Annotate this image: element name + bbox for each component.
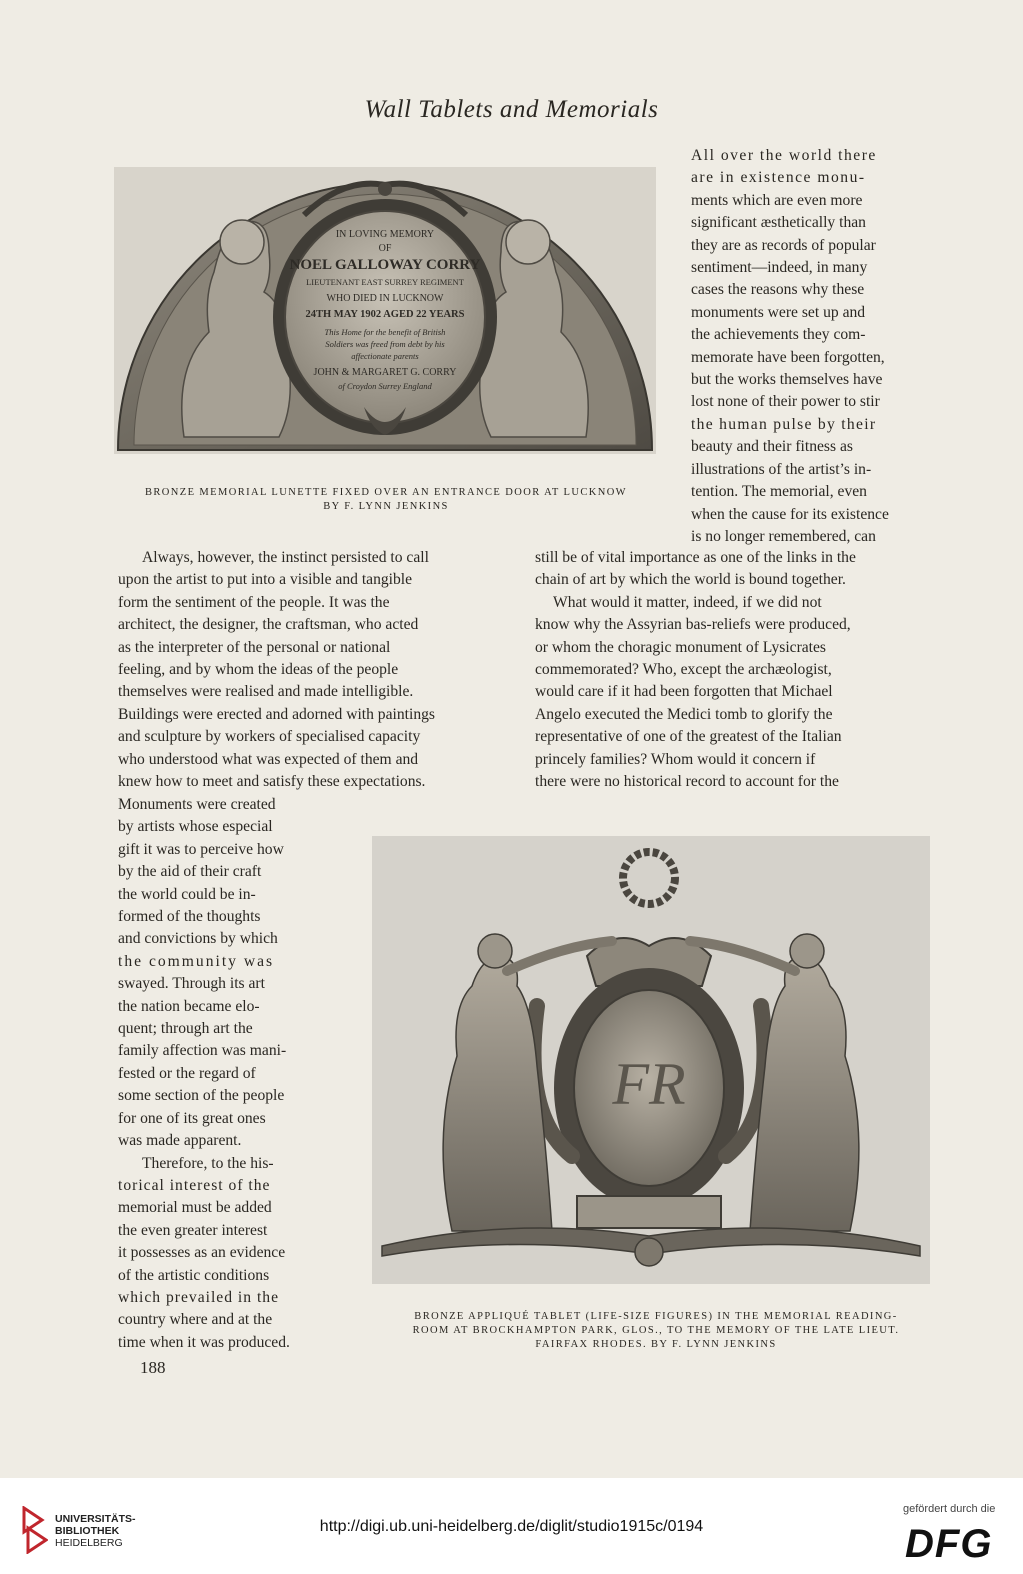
- text-line: torical interest of the: [118, 1176, 271, 1194]
- svg-text:FR: FR: [612, 1051, 686, 1117]
- text-line: swayed. Through its art: [118, 975, 265, 993]
- source-url[interactable]: http://digi.ub.uni-heidelberg.de/diglit/studio1915c/0194: [319, 1518, 704, 1535]
- text-line: the achievements they com-: [691, 326, 866, 344]
- lunette-caption: [112, 486, 660, 514]
- text-line: architect, the designer, the craftsman, who acted: [118, 616, 419, 634]
- text-line: some section of the people: [118, 1087, 285, 1105]
- text-line: feeling, and by whom the ideas of the people: [118, 661, 399, 679]
- inscription-line: affectionate parents: [351, 351, 419, 361]
- inscription-line: JOHN & MARGARET G. CORRY: [313, 367, 457, 378]
- inscription-line: This Home for the benefit of British: [324, 327, 446, 337]
- text-line: the even greater interest: [118, 1221, 268, 1239]
- running-title: Wall Tablets and Memorials: [364, 96, 659, 123]
- inscription-line: 24TH MAY 1902 AGED 22 YEARS: [305, 309, 465, 320]
- text-line: would care if it had been forgotten that Michael: [535, 683, 833, 701]
- text-line: or whom the choragic monument of Lysicrates: [535, 638, 827, 656]
- caption-line: FAIRFAX RHODES. BY F. LYNN JENKINS: [535, 1339, 777, 1350]
- text-line: country where and at the: [118, 1311, 273, 1329]
- text-line: Buildings were erected and adorned with paintings: [118, 705, 435, 723]
- inscription-line: WHO DIED IN LUCKNOW: [326, 293, 444, 304]
- text-line: upon the artist to put into a visible and tangible: [118, 571, 413, 589]
- caption-line: BRONZE MEMORIAL LUNETTE FIXED OVER AN ENTRANCE DOOR AT LUCKNOW: [145, 487, 627, 498]
- text-line: is no longer remembered, can: [691, 527, 876, 545]
- inscription-line: LIEUTENANT EAST SURREY REGIMENT: [306, 277, 464, 287]
- text-line: was made apparent.: [118, 1132, 242, 1150]
- text-line: What would it matter, indeed, if we did not: [553, 593, 822, 611]
- text-line: memorate have been forgotten,: [691, 348, 885, 366]
- text-line: which prevailed in the: [118, 1288, 279, 1306]
- text-line: form the sentiment of the people. It was the: [118, 593, 390, 611]
- text-line: commemorated? Who, except the archæologist,: [535, 661, 832, 679]
- text-line: illustrations of the artist’s in-: [691, 460, 872, 478]
- library-line: BIBLIOTHEK: [55, 1525, 120, 1537]
- text-line: by artists whose especial: [118, 818, 273, 836]
- text-line: when the cause for its existence: [691, 505, 889, 523]
- text-line: Monuments were created: [118, 796, 276, 813]
- text-line: memorial must be added: [118, 1199, 272, 1217]
- text-line: by the aid of their craft: [118, 863, 262, 881]
- funded-by-text: gefördert durch die: [903, 1503, 996, 1515]
- inscription-line: NOEL GALLOWAY CORRY: [289, 257, 481, 273]
- caption-line: ROOM AT BROCKHAMPTON PARK, GLOS., TO THE MEMORY OF THE LATE LIEUT.: [412, 1325, 900, 1336]
- inscription-line: Soldiers was freed from debt by his: [325, 339, 445, 349]
- text-line: there were no historical record to account for the: [535, 773, 839, 791]
- text-line: the nation became elo-: [118, 997, 260, 1015]
- text-line: Therefore, to the his-: [142, 1154, 274, 1172]
- left-column-narrow: [118, 794, 324, 1354]
- text-line: ments which are even more: [691, 191, 863, 209]
- text-line: know why the Assyrian bas-reliefs were produced,: [535, 616, 851, 634]
- text-line: time when it was produced.: [118, 1333, 290, 1351]
- text-line: it possesses as an evidence: [118, 1244, 286, 1262]
- caption-line: BY F. LYNN JENKINS: [323, 501, 449, 512]
- text-line: Angelo executed the Medici tomb to glorify the: [535, 705, 833, 723]
- tablet-caption: [370, 1310, 942, 1352]
- text-line: fested or the regard of: [118, 1064, 256, 1082]
- right-column-middle: [535, 547, 929, 793]
- lunette-plate: [114, 167, 656, 454]
- inscription-line: OF: [378, 243, 392, 254]
- text-line: of the artistic conditions: [118, 1266, 270, 1284]
- text-line: representative of one of the greatest of the Italian: [535, 728, 842, 746]
- text-line: knew how to meet and satisfy these expectations.: [118, 773, 426, 791]
- text-line: lost none of their power to stir: [691, 393, 880, 411]
- text-line: for one of its great ones: [118, 1109, 266, 1127]
- right-column-top: [691, 145, 929, 548]
- text-line: family affection was mani-: [118, 1042, 287, 1060]
- text-line: beauty and their fitness as: [691, 438, 853, 456]
- library-line: HEIDELBERG: [55, 1537, 123, 1549]
- text-line: Always, however, the instinct persisted to call: [142, 549, 429, 566]
- text-line: tention. The memorial, even: [691, 483, 867, 501]
- text-line: chain of art by which the world is bound together.: [535, 571, 846, 589]
- text-line: gift it was to perceive how: [118, 840, 284, 858]
- text-line: who understood what was expected of them and: [118, 750, 419, 768]
- applique-tablet-plate: [372, 836, 930, 1284]
- text-line: are in existence monu-: [691, 169, 866, 187]
- library-line: UNIVERSITÄTS-: [55, 1513, 136, 1525]
- page-number: 188: [140, 1358, 166, 1377]
- text-line: but the works themselves have: [691, 371, 883, 389]
- text-line: and convictions by which: [118, 930, 278, 948]
- text-line: princely families? Whom would it concern if: [535, 750, 816, 768]
- inscription-line: IN LOVING MEMORY: [335, 229, 435, 240]
- text-line: they are as records of popular: [691, 236, 876, 254]
- text-line: the human pulse by their: [691, 415, 877, 433]
- caption-line: BRONZE APPLIQUÉ TABLET (LIFE-SIZE FIGURES) IN THE MEMORIAL READING-: [414, 1311, 898, 1322]
- text-line: themselves were realised and made intelligible.: [118, 683, 414, 701]
- left-column-middle: [118, 547, 515, 793]
- text-line: significant æsthetically than: [691, 214, 866, 232]
- text-line: formed of the thoughts: [118, 908, 261, 926]
- text-line: sentiment—indeed, in many: [691, 259, 868, 277]
- text-line: the community was: [118, 952, 275, 970]
- text-line: and sculpture by workers of specialised capacity: [118, 728, 421, 746]
- dfg-logo: DFG: [905, 1522, 993, 1566]
- text-line: cases the reasons why these: [691, 281, 865, 299]
- inscription-line: of Croydon Surrey England: [338, 381, 432, 391]
- text-line: the world could be in-: [118, 885, 256, 903]
- text-line: still be of vital importance as one of the links in the: [535, 549, 856, 566]
- text-line: quent; through art the: [118, 1020, 253, 1038]
- text-line: as the interpreter of the personal or national: [118, 638, 391, 656]
- text-line: All over the world there: [691, 147, 877, 164]
- text-line: monuments were set up and: [691, 303, 866, 321]
